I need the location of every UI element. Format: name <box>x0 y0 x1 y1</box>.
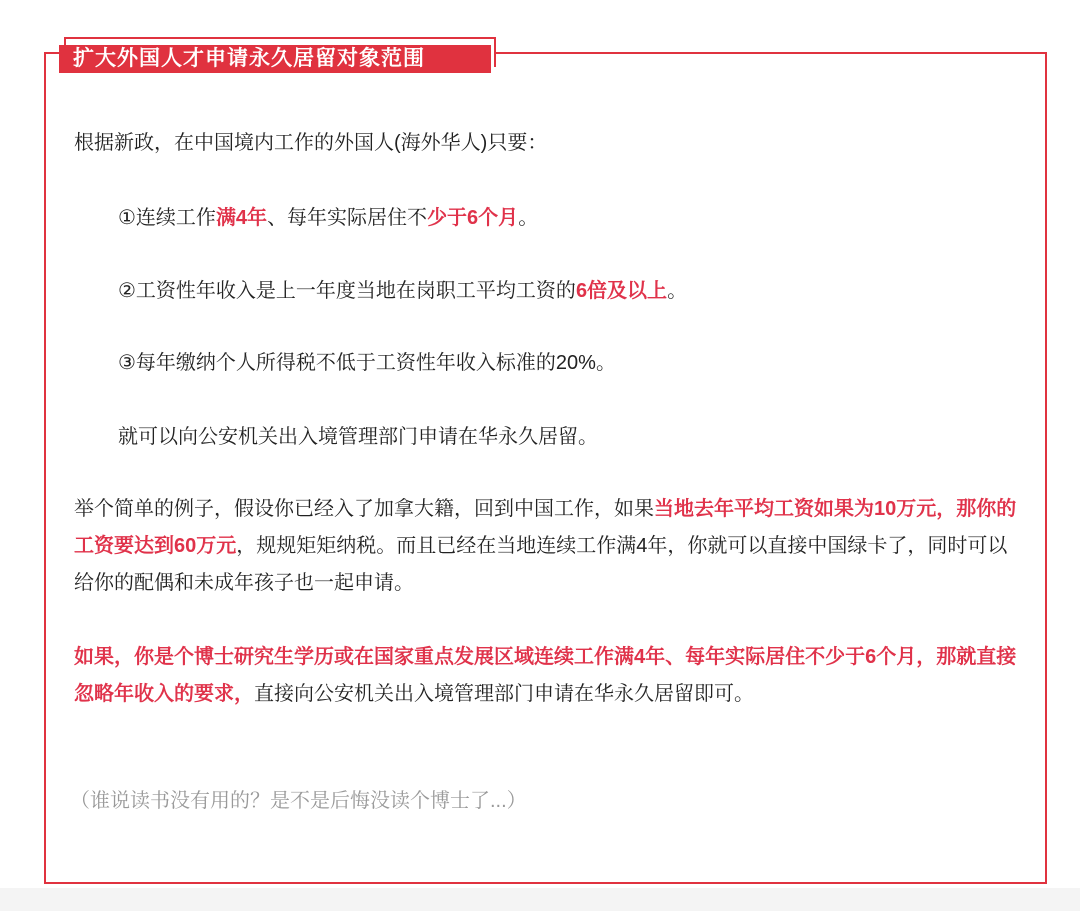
condition-2 <box>118 273 1068 310</box>
conclusion-text: 就可以向公安机关出入境管理部门申请在华永久居留。 <box>118 426 598 448</box>
highlighted-text: 少于6个月 <box>427 207 519 229</box>
condition-1 <box>118 200 1068 237</box>
highlighted-text: 当地去年平均工资如果为10万元，那你的工资要达到60万元 <box>74 498 1017 557</box>
text-segment: ③每年缴纳个人所得税不低于工资性年收入标准的20%。 <box>118 352 616 374</box>
highlighted-text: 如果，你是个博士研究生学历或在国家重点发展区域连续工作满4年、每年实际居住不少于6个月，那就直接忽略年收入的要求， <box>74 646 1017 705</box>
content-frame <box>44 52 1047 884</box>
text-segment: ，规规矩矩纳税。而且已经在当地连续工作满4年，你就可以直接中国绿卡了，同时可以给你的配偶和未成年孩子也一起申请。 <box>74 535 1008 594</box>
text-segment: 、每年实际居住不 <box>267 207 428 229</box>
phd-paragraph <box>74 639 1024 713</box>
example-paragraph <box>74 491 1024 602</box>
condition-3 <box>118 345 1068 382</box>
highlighted-text: 满4年 <box>215 207 268 229</box>
text-segment: ①连续工作 <box>118 207 216 229</box>
intro-text: 根据新政，在中国境内工作的外国人(海外华人)只要： <box>74 132 548 154</box>
text-segment: 。 <box>667 280 688 302</box>
text-segment: ②工资性年收入是上一年度当地在岗职工平均工资的 <box>118 280 576 302</box>
text-segment: 举个简单的例子，假设你已经入了加拿大籍，回到中国工作，如果 <box>74 498 654 520</box>
aside-note: （谁说读书没有用的？是不是后悔没读个博士了...） <box>70 790 527 812</box>
text-segment: 直接向公安机关出入境管理部门申请在华永久居留即可。 <box>254 683 754 705</box>
page-bottom-band <box>0 888 1080 911</box>
text-segment: 。 <box>518 207 539 229</box>
highlighted-text: 6倍及以上 <box>575 280 668 302</box>
section-title: 扩大外国人才申请永久居留对象范围 <box>59 45 491 73</box>
